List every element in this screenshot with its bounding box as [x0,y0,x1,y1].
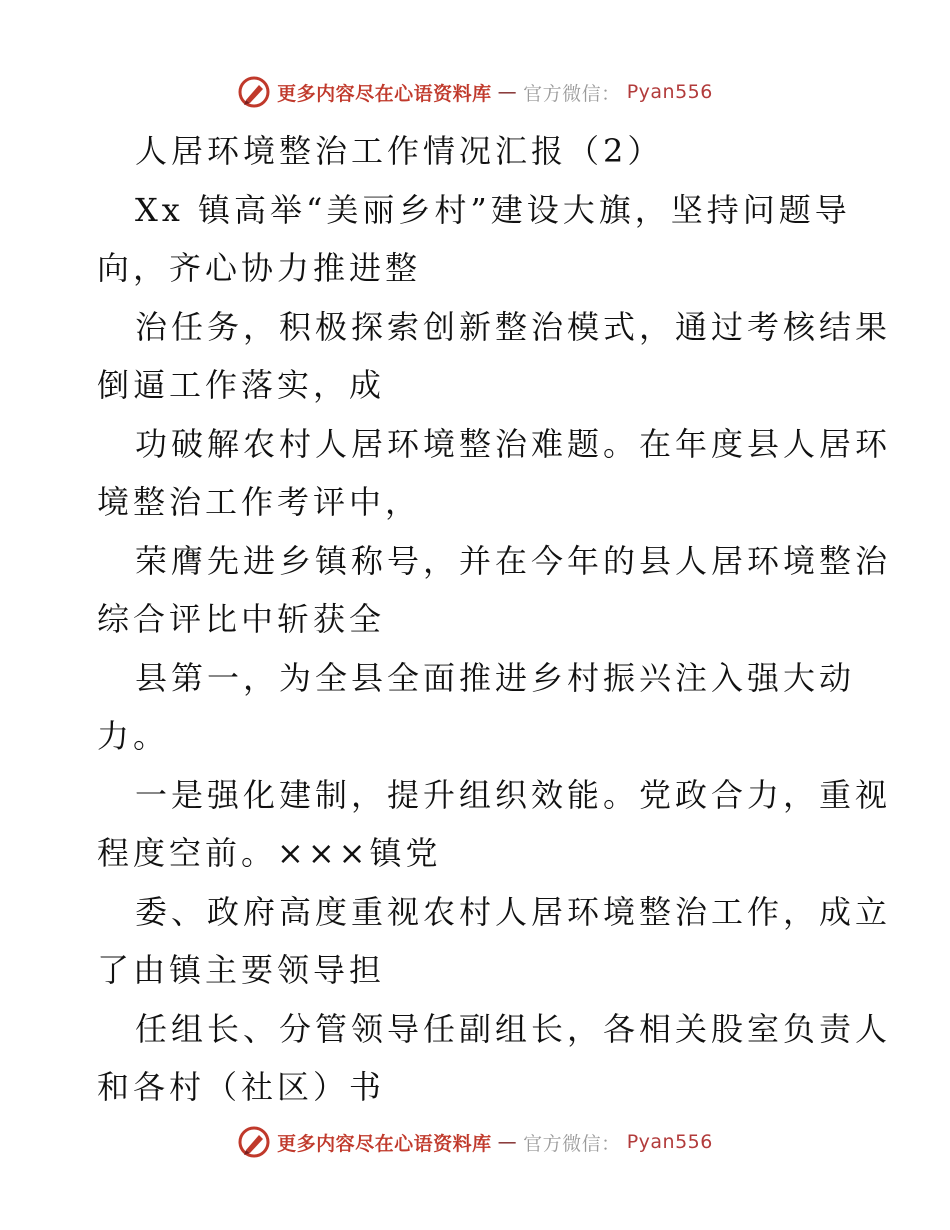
document-line: 县第一，为全县全面推进乡村振兴注入强大动 [135,658,856,697]
document-line: Xx 镇高举“美丽乡村”建设大旗，坚持问题导 [135,190,851,229]
document-line: 了由镇主要领导担 [97,951,386,989]
document-line: 荣膺先进乡镇称号，并在今年的县人居环境整治 [135,541,892,580]
document-line: 向，齐心协力推进整 [97,249,422,287]
footer-banner [0,1122,950,1162]
pen-logo-icon [237,75,271,109]
banner-separator: — [497,81,518,103]
banner-wechat-label: 官方微信： [523,1132,621,1155]
document-line: 境整治工作考评中， [97,483,422,521]
banner-wechat-id: Pyan556 [626,1131,713,1153]
document-line: 综合评比中斩获全 [97,600,386,638]
document-line: 力。 [97,717,170,755]
banner-wechat-id: Pyan556 [626,81,713,103]
header-banner [0,72,950,112]
document-line: 委、政府高度重视农村人居环境整治工作，成立 [135,892,892,931]
document-line: 倒逼工作落实，成 [97,366,386,404]
banner-main-text: 更多内容尽在心语资料库 [277,82,492,105]
document-body [97,122,892,1117]
document-line: 治任务，积极探索创新整治模式，通过考核结果 [135,307,892,346]
banner-main-text: 更多内容尽在心语资料库 [277,1132,492,1155]
document-line: 一是强化建制，提升组织效能。党政合力，重视 [135,775,892,814]
document-line: 程度空前。×××镇党 [97,834,442,872]
document-line: 人居环境整治工作情况汇报（2） [135,132,664,170]
document-line: 任组长、分管领导任副组长，各相关股室负责人 [135,1009,892,1048]
pen-logo-icon [237,1125,271,1159]
banner-separator: — [497,1131,518,1153]
document-line: 功破解农村人居环境整治难题。在年度县人居环 [135,424,892,463]
document-line: 和各村（社区）书 [97,1068,386,1106]
banner-wechat-label: 官方微信： [523,82,621,105]
